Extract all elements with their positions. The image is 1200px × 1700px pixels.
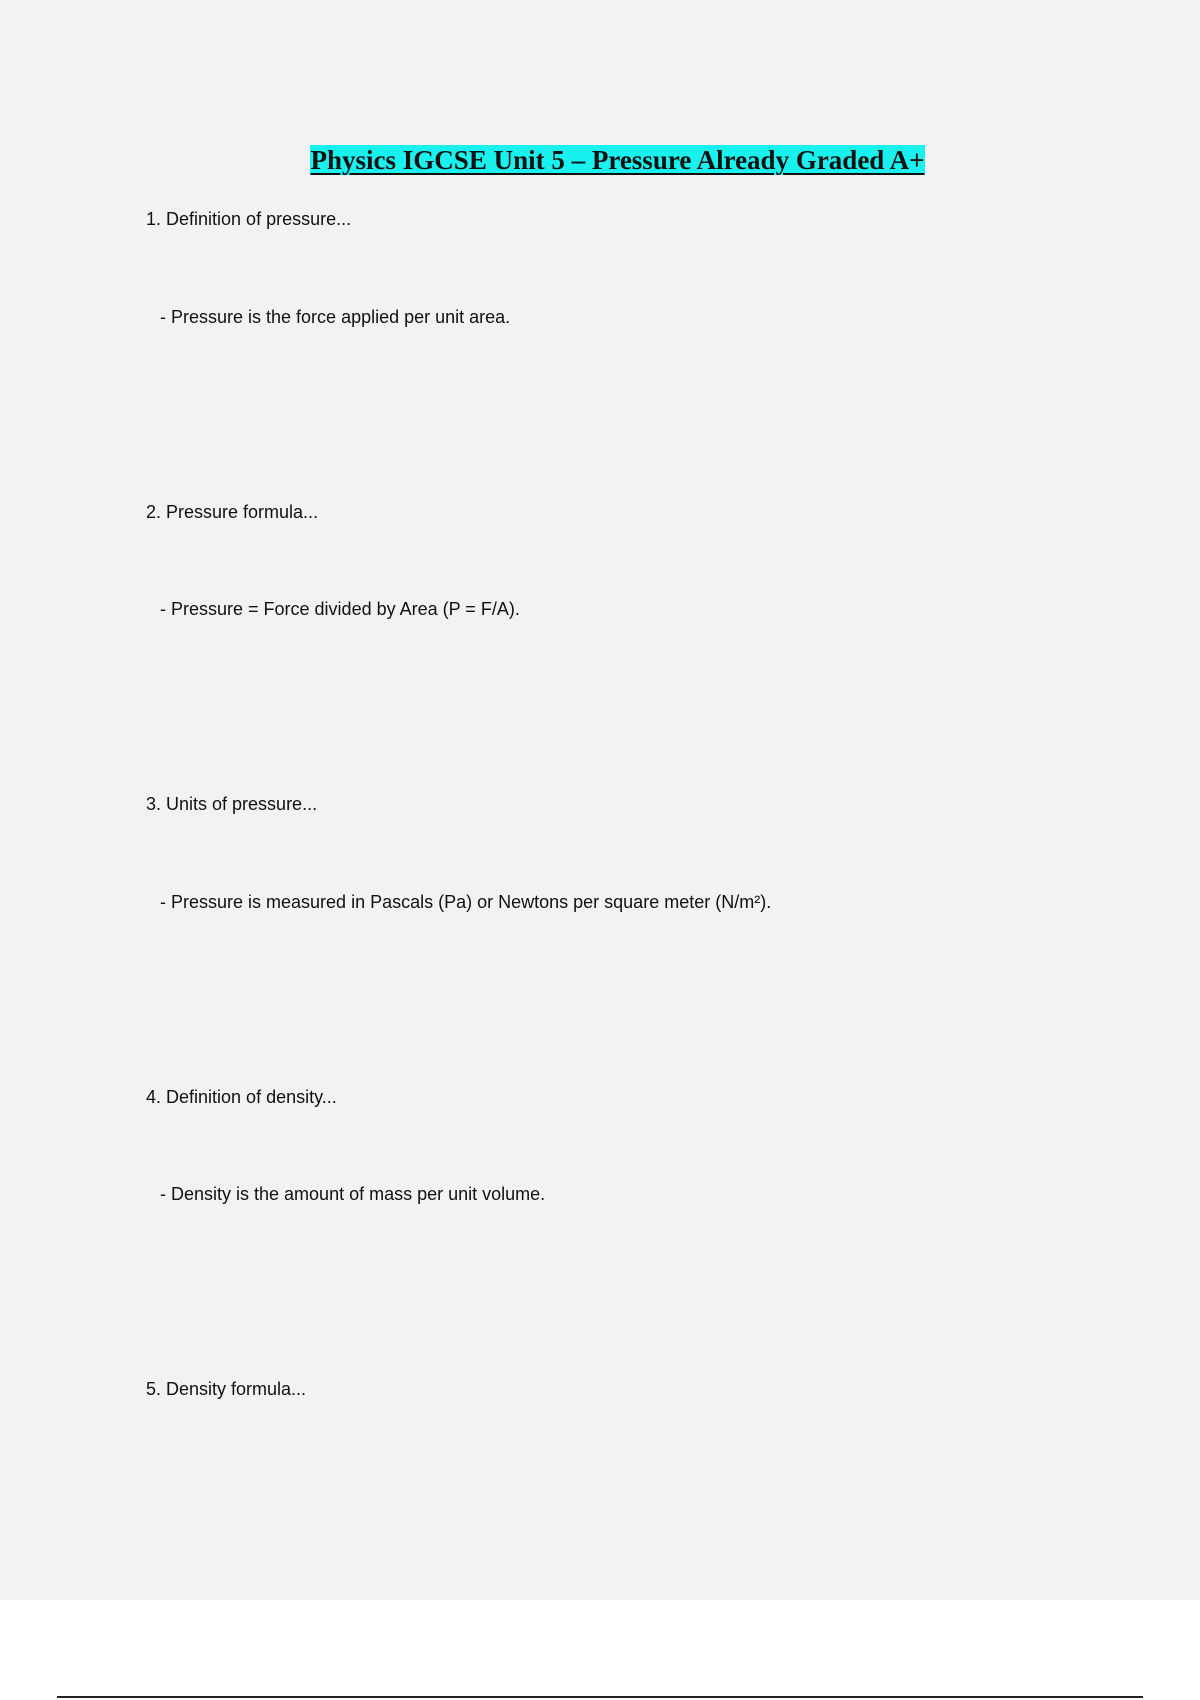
question-3: 3. Units of pressure... — [146, 794, 318, 814]
answer-3: - Pressure is measured in Pascals (Pa) or Newtons per square meter (N/m²). — [160, 892, 772, 912]
question-5: 5. Density formula... — [146, 1379, 307, 1399]
question-1: 1. Definition of pressure... — [146, 209, 352, 229]
answer-1: - Pressure is the force applied per unit area. — [160, 307, 511, 327]
answer-2: - Pressure = Force divided by Area (P = F/A). — [160, 599, 520, 619]
footer-divider — [57, 1696, 1143, 1698]
question-4: 4. Definition of density... — [146, 1087, 337, 1107]
document-title-text: Physics IGCSE Unit 5 – Pressure Already Graded A+ — [310, 145, 925, 175]
document-title — [0, 143, 1200, 177]
answer-4: - Density is the amount of mass per unit volume. — [160, 1184, 546, 1204]
question-2: 2. Pressure formula... — [146, 502, 319, 522]
